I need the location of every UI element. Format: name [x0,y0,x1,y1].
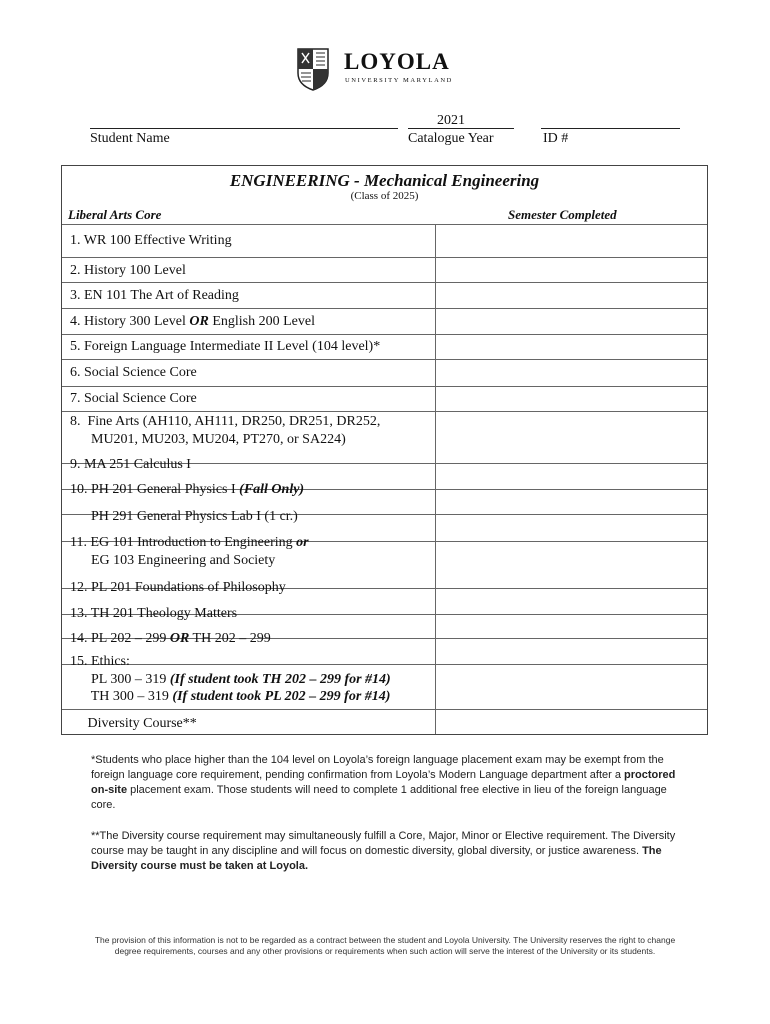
program-title: ENGINEERING - Mechanical Engineering [229,171,540,190]
course-11-line1: 11. EG 101 Introduction to Engineering or [70,535,309,550]
semester-cell[interactable] [435,588,707,614]
university-logo [296,47,456,93]
semester-cell[interactable] [435,638,707,664]
catalogue-year-line [408,128,514,129]
semester-cell[interactable] [435,359,707,386]
semester-cell[interactable] [435,709,707,734]
semester-cell[interactable] [435,224,707,257]
course-9: 9. MA 251 Calculus I [70,457,191,472]
diversity-note: **The Diversity course requirement may simultaneously fulfill a Core, Major, Minor or Elective requirement. The Diversity course may be taught in any discipline and will focus on domestic diversity, global diversity, or justice awareness. The Diversity course must be taken at Loyola. [91,830,676,872]
semester-cell[interactable] [435,489,707,514]
core-heading: Liberal Arts Core [68,207,162,222]
course-12: 12. PL 201 Foundations of Philosophy [70,580,286,595]
logo-name: LOYOLA [344,49,450,74]
course-1: 1. WR 100 Effective Writing [70,233,232,248]
requirements-table [61,165,708,735]
semester-cell[interactable] [435,411,707,463]
semester-cell[interactable] [435,308,707,334]
student-name-label: Student Name [90,131,170,146]
program-class: (Class of 2025) [350,190,419,202]
semester-cell[interactable] [435,463,707,489]
foreign-language-note: *Students who place higher than the 104 level on Loyola’s foreign language placement exam may be exempt from the foreign language core requirement, pending confirmation from Loyola’s Modern Language department after a proctored on-site placement exam. Those students will need to complete 1 additional free elective in lieu of the foreign language core. [91,754,676,811]
course-2: 2. History 100 Level [70,263,186,278]
semester-cell[interactable] [435,257,707,282]
semester-cell[interactable] [435,386,707,411]
course-10: 10. PH 201 General Physics I (Fall Only) [70,482,305,497]
course-14: 14. PL 202 – 299 OR TH 202 – 299 [70,631,271,646]
diversity-course: Diversity Course** [70,716,197,731]
course-15-option2: TH 300 – 319 (If student took PL 202 – 299 for #14) [70,689,391,704]
semester-cell[interactable] [435,541,707,588]
crest-icon [296,47,330,91]
id-label: ID # [543,131,569,146]
catalogue-year-value: 2021 [437,113,465,128]
semester-cell[interactable] [435,664,707,709]
course-5: 5. Foreign Language Intermediate II Level (104 level)* [70,339,381,354]
catalogue-year-label: Catalogue Year [408,131,494,146]
course-15-heading: 15. Ethics: [70,654,130,669]
course-8-line2: MU201, MU203, MU204, PT270, or SA224) [70,432,346,447]
semester-cell[interactable] [435,282,707,308]
semester-heading: Semester Completed [508,207,617,222]
course-10-lab: PH 291 General Physics Lab I (1 cr.) [70,509,298,524]
course-7: 7. Social Science Core [70,391,197,406]
logo-subtitle: UNIVERSITY MARYLAND [345,77,453,84]
course-4: 4. History 300 Level OR English 200 Level [70,314,315,329]
course-13: 13. TH 201 Theology Matters [70,606,238,621]
course-8-line1: 8. Fine Arts (AH110, AH111, DR250, DR251, DR252, [70,414,381,429]
course-11-line2: EG 103 Engineering and Society [70,553,276,568]
semester-cell[interactable] [435,514,707,541]
student-name-line [90,128,398,129]
course-15-option1: PL 300 – 319 (If student took TH 202 – 299 for #14) [70,672,391,687]
course-3: 3. EN 101 The Art of Reading [70,288,239,303]
disclaimer-footer: The provision of this information is not to be regarded as a contract between the student and Loyola University. The University reserves the right to change degree requirements, courses and any other provisions or requirements when such action will serve the interest of the University or its students. [94,935,676,956]
id-line [541,128,680,129]
course-6: 6. Social Science Core [70,365,197,380]
semester-cell[interactable] [435,334,707,359]
semester-cell[interactable] [435,614,707,638]
